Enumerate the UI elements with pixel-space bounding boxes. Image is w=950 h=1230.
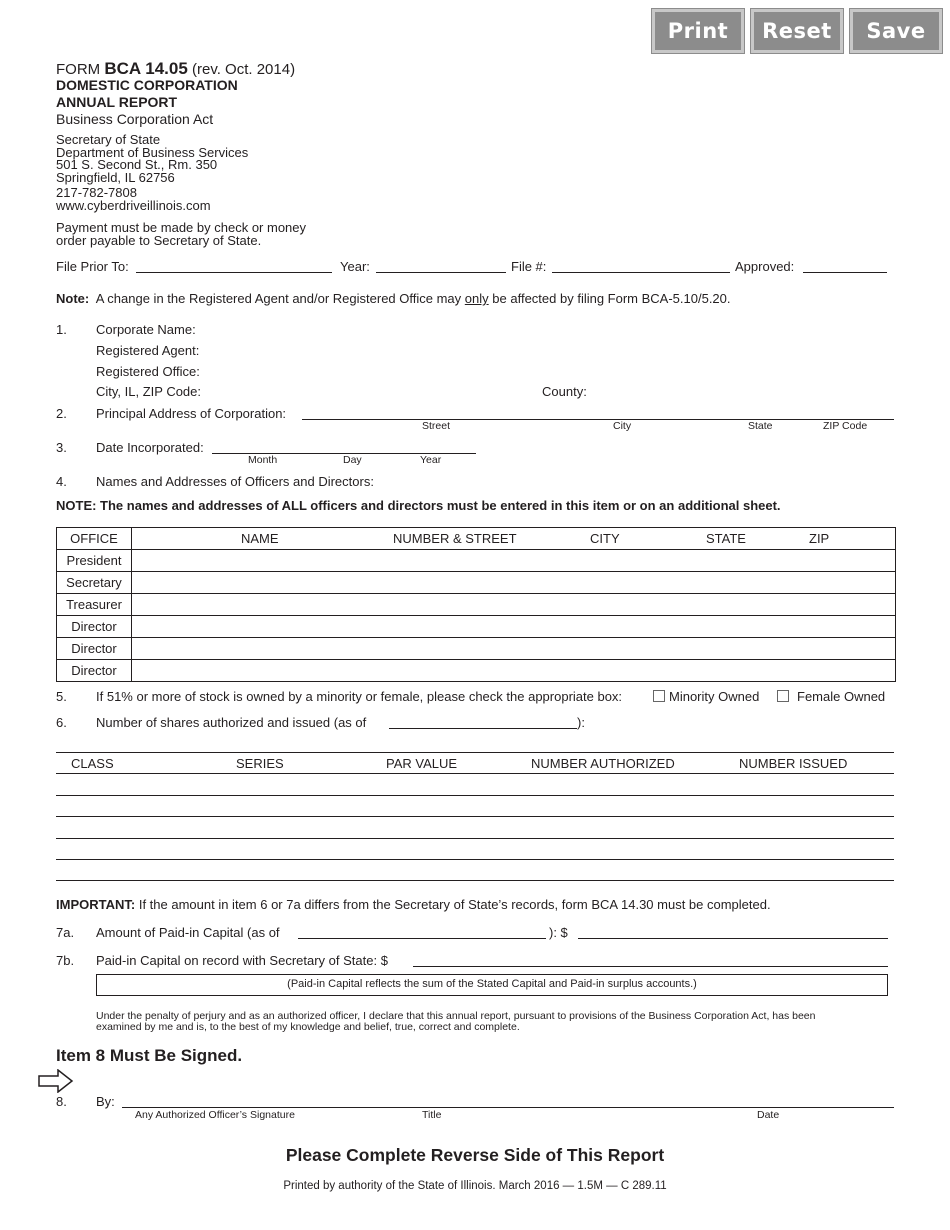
- office-cell: President: [57, 550, 132, 572]
- header-cell: [132, 528, 896, 550]
- officers-table: [56, 527, 896, 682]
- paid-in-dollar-label: ): $: [549, 925, 568, 940]
- approved-field[interactable]: [803, 258, 887, 273]
- minority-owned-label: Minority Owned: [669, 689, 760, 704]
- corporate-name-label: Corporate Name:: [96, 322, 196, 337]
- item-number: 4.: [56, 474, 67, 489]
- payment-note: [56, 221, 306, 247]
- registered-office-label: Registered Office:: [96, 364, 200, 379]
- column-header: NAME: [241, 531, 279, 546]
- shares-label: Number of shares authorized and issued (as of: [96, 715, 367, 730]
- column-header: ZIP: [809, 531, 830, 546]
- declaration: [96, 1011, 816, 1032]
- table-row: [57, 616, 896, 638]
- ownership-question: If 51% or more of stock is owned by a minority or female, please check the appropriate box:: [96, 689, 623, 704]
- column-header: NUMBER & STREET: [393, 531, 517, 546]
- city-caption: City: [613, 420, 632, 432]
- item-number: 7b.: [56, 953, 75, 968]
- signature-caption: Any Authorized Officer’s Signature: [135, 1109, 295, 1121]
- minority-owned-checkbox[interactable]: [653, 690, 665, 702]
- state-caption: State: [748, 420, 773, 432]
- minority-owned-option[interactable]: [653, 689, 759, 704]
- item-number: 1.: [56, 322, 67, 337]
- female-owned-label: Female Owned: [797, 689, 886, 704]
- county-label: County:: [542, 384, 587, 399]
- office-cell: Director: [57, 616, 132, 638]
- registered-agent-label: Registered Agent:: [96, 343, 200, 358]
- form-prefix: FORM: [56, 61, 101, 78]
- table-header-row: [57, 528, 896, 550]
- file-number-field[interactable]: [552, 258, 730, 273]
- important-text: If the amount in item 6 or 7a differs from the Secretary of State’s records, form BCA 14.30 must be completed.: [138, 897, 771, 912]
- form-number: BCA 14.05: [104, 59, 188, 78]
- street-caption: Street: [422, 420, 451, 432]
- shares-row[interactable]: [56, 859, 894, 860]
- website-link[interactable]: www.cyberdriveillinois.com: [56, 197, 211, 213]
- file-prior-to-label: File Prior To:: [56, 259, 129, 274]
- shares-row[interactable]: [56, 816, 894, 817]
- year-field[interactable]: [376, 258, 506, 273]
- female-owned-option[interactable]: [777, 689, 885, 704]
- print-button[interactable]: Print: [652, 9, 744, 53]
- officer-entry[interactable]: [132, 616, 896, 638]
- paid-in-amount-field[interactable]: [578, 924, 888, 939]
- reverse-side-notice: Please Complete Reverse Side of This Report: [285, 1145, 665, 1165]
- registered-agent-note: [56, 291, 731, 306]
- payment-line: order payable to Secretary of State.: [56, 233, 262, 248]
- officers-note: NOTE: The names and addresses of ALL officers and directors must be entered in this item or on an additional sheet.: [56, 498, 781, 513]
- signature-field[interactable]: [122, 1093, 894, 1108]
- printed-by-note: Printed by authority of the State of Illinois. March 2016 — 1.5M — C 289.11: [283, 1180, 667, 1192]
- officer-entry[interactable]: [132, 638, 896, 660]
- month-caption: Month: [248, 454, 278, 466]
- declaration-line: Under the penalty of perjury and as an authorized officer, I declare that this annual report, pursuant to provisions of the Business Corporation Act, has been: [96, 1010, 816, 1022]
- item-number: 7a.: [56, 925, 75, 940]
- day-caption: Day: [343, 454, 362, 466]
- contact: [56, 187, 211, 212]
- date-caption: Date: [757, 1109, 780, 1121]
- officer-entry[interactable]: [132, 660, 896, 682]
- office-cell: Director: [57, 660, 132, 682]
- shares-row[interactable]: [56, 880, 894, 881]
- female-owned-checkbox[interactable]: [777, 690, 789, 702]
- paid-in-capital-label: Amount of Paid-in Capital (as of: [96, 925, 280, 940]
- office-line: Department of Business Services: [56, 144, 249, 160]
- paid-in-record-field[interactable]: [413, 952, 888, 967]
- date-incorporated-label: Date Incorporated:: [96, 440, 204, 455]
- payment-line: Payment must be made by check or money: [56, 220, 307, 235]
- file-prior-to-field[interactable]: [136, 258, 332, 273]
- officers-label: Names and Addresses of Officers and Directors:: [96, 474, 374, 489]
- table-divider: [56, 752, 894, 753]
- column-header: SERIES: [236, 756, 284, 771]
- act-name: Business Corporation Act: [56, 111, 214, 127]
- item-number: 5.: [56, 689, 67, 704]
- office-cell: Director: [57, 638, 132, 660]
- principal-address-label: Principal Address of Corporation:: [96, 406, 287, 421]
- important-label: IMPORTANT:: [56, 897, 136, 912]
- table-row: [57, 638, 896, 660]
- shares-as-of-field[interactable]: [389, 714, 577, 729]
- office-cell: Treasurer: [57, 594, 132, 616]
- title-caption: Title: [422, 1109, 442, 1121]
- officer-entry[interactable]: [132, 550, 896, 572]
- date-incorporated-field[interactable]: [212, 439, 476, 454]
- city-zip-label: City, IL, ZIP Code:: [96, 384, 202, 399]
- zip-caption: ZIP Code: [823, 420, 868, 432]
- table-row: [57, 594, 896, 616]
- shares-row[interactable]: [56, 838, 894, 839]
- shares-label-close: ):: [577, 715, 585, 730]
- shares-row[interactable]: [56, 795, 894, 796]
- item-number: 6.: [56, 715, 67, 730]
- save-button[interactable]: Save: [850, 9, 942, 53]
- officer-entry[interactable]: [132, 572, 896, 594]
- office-line: Secretary of State: [56, 132, 161, 147]
- year-label: Year:: [340, 259, 370, 274]
- office-address: [56, 134, 248, 184]
- note-underlined: only: [464, 291, 489, 306]
- item-number: 2.: [56, 406, 67, 421]
- item-number: 8.: [56, 1094, 67, 1109]
- note-text: be affected by filing Form BCA-5.10/5.20.: [492, 291, 731, 306]
- important-note: [56, 897, 771, 912]
- column-header: CITY: [590, 531, 620, 546]
- year-caption: Year: [420, 454, 442, 466]
- note-label: Note:: [56, 291, 90, 306]
- reset-button[interactable]: Reset: [751, 9, 843, 53]
- table-divider: [56, 773, 894, 774]
- column-header: NUMBER AUTHORIZED: [531, 756, 675, 771]
- declaration-line: examined by me and is, to the best of my knowledge and belief, true, correct and complete.: [96, 1020, 520, 1033]
- table-row: [57, 572, 896, 594]
- form-title-1: DOMESTIC CORPORATION: [56, 77, 238, 93]
- column-header: STATE: [706, 531, 746, 546]
- office-line: Springfield, IL 62756: [56, 169, 175, 185]
- item8-heading: Item 8 Must Be Signed.: [56, 1046, 243, 1065]
- paid-in-as-of-field[interactable]: [298, 924, 546, 939]
- office-line: 501 S. Second St., Rm. 350: [56, 157, 218, 172]
- note-text: A change in the Registered Agent and/or Registered Office may: [95, 291, 462, 306]
- column-header: NUMBER ISSUED: [739, 756, 848, 771]
- item-number: 3.: [56, 440, 67, 455]
- right-arrow-icon: [38, 1069, 74, 1093]
- by-label: By:: [96, 1094, 115, 1109]
- column-header: CLASS: [71, 756, 114, 771]
- table-row: [57, 550, 896, 572]
- paid-in-explanation: (Paid-in Capital reflects the sum of the Stated Capital and Paid-in surplus accounts.): [96, 974, 888, 996]
- principal-address-field[interactable]: [302, 405, 894, 420]
- form-id: [56, 59, 295, 79]
- column-header: PAR VALUE: [386, 756, 458, 771]
- table-row: [57, 660, 896, 682]
- column-header: OFFICE: [57, 528, 132, 550]
- paid-in-record-label: Paid-in Capital on record with Secretary of State: $: [96, 953, 388, 968]
- officer-entry[interactable]: [132, 594, 896, 616]
- form-title-2: ANNUAL REPORT: [56, 94, 178, 110]
- office-cell: Secretary: [57, 572, 132, 594]
- approved-label: Approved:: [735, 259, 795, 274]
- phone: 217-782-7808: [56, 185, 137, 200]
- form-revision: (rev. Oct. 2014): [191, 61, 296, 78]
- file-number-label: File #:: [511, 259, 547, 274]
